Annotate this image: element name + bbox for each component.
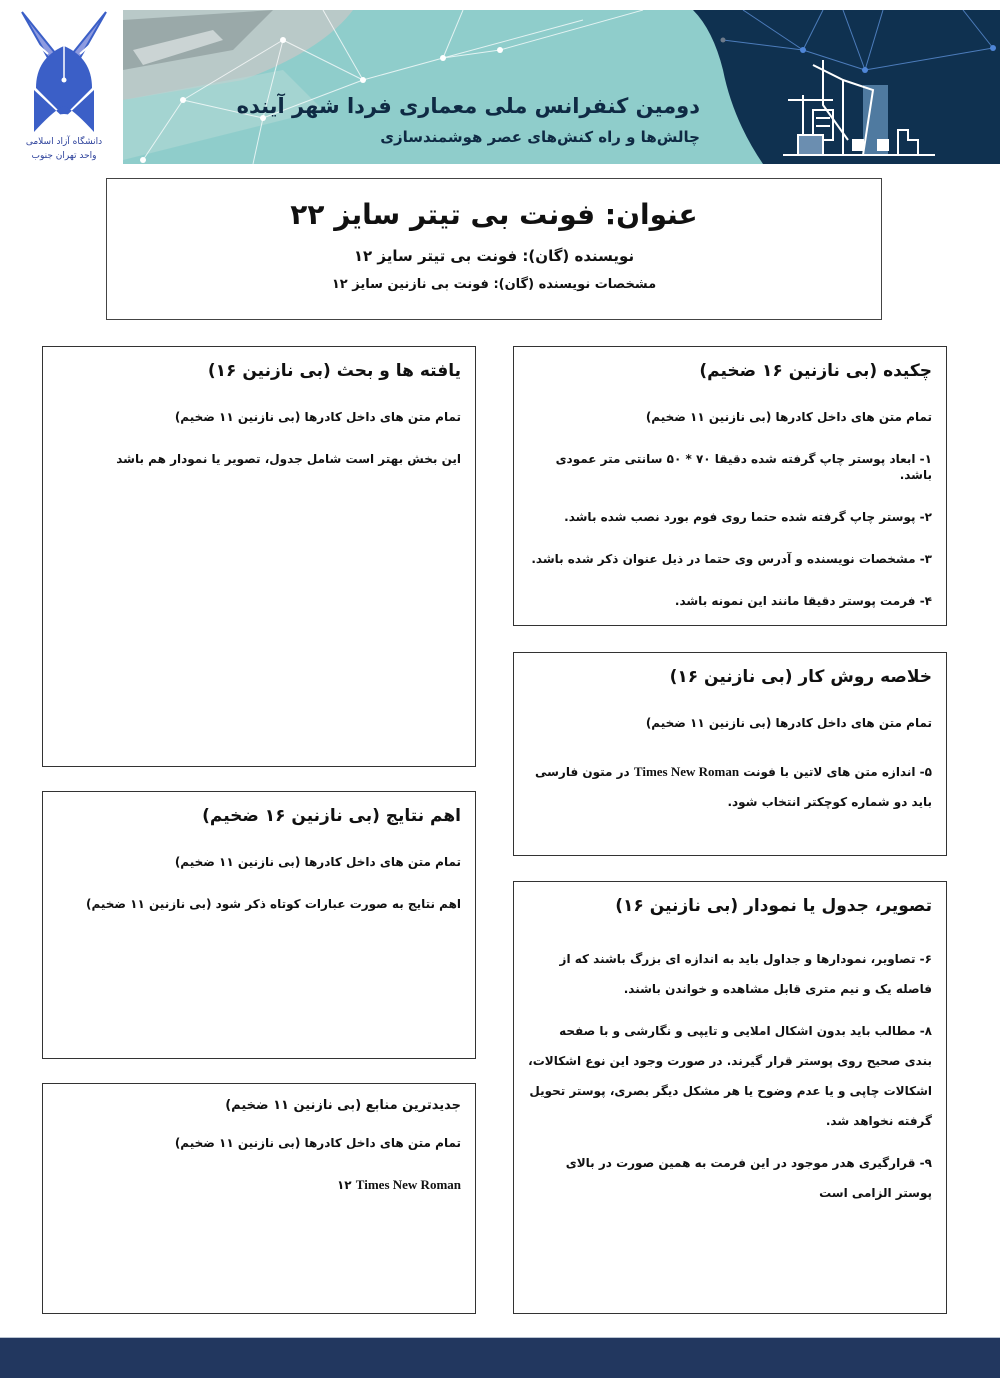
findings-intro: تمام متن های داخل کادرها (بی نازنین ۱۱ ضخیم) — [174, 410, 461, 424]
abstract-section — [513, 346, 947, 626]
findings-section — [42, 346, 476, 767]
paper-title: عنوان: فونت بی تیتر سایز ۲۲ — [290, 198, 698, 231]
method-item-5-suffix: در متون فارسی باید دو شماره کوچکتر انتخاب شود. — [534, 765, 932, 809]
references-latin-size: ۱۲ — [336, 1178, 352, 1192]
results-heading: اهم نتایج (بی نازنین ۱۶ ضخیم) — [202, 806, 461, 826]
method-item-5-latin: Times New Roman — [633, 764, 740, 779]
results-note: اهم نتایج به صورت عبارات کوتاه ذکر شود (بی نازنین ۱۱ ضخیم) — [85, 897, 461, 911]
results-section — [42, 791, 476, 1059]
figures-heading: تصویر، جدول یا نمودار (بی نازنین ۱۶) — [615, 896, 932, 916]
title-box — [106, 178, 882, 320]
abstract-intro: تمام متن های داخل کادرها (بی نازنین ۱۱ ضخیم) — [645, 410, 932, 424]
references-latin-font: Times New Roman — [355, 1177, 461, 1192]
findings-note: این بخش بهتر است شامل جدول، تصویر یا نمودار هم باشد — [116, 452, 461, 466]
university-emblem-icon — [14, 6, 114, 164]
figures-item-8: ۸- مطالب باید بدون اشکال املایی و تایپی و نگارشی و با صفحه بندی صحیح روی پوستر قرار گیرند. در صورت وجود این نوع اشکالات، اشکالات چاپی و یا عدم وضوح یا هر مشکل دیگر بصری، پوستر تحویل گرفته نخواهد شد. — [528, 1024, 932, 1128]
author-affiliation: مشخصات نویسنده (گان): فونت بی نازنین سایز ۱۲ — [331, 277, 657, 292]
abstract-item-2: ۲- پوستر چاپ گرفته شده حتما روی فوم بورد نصب شده باشد. — [564, 510, 932, 524]
method-item-5 — [528, 757, 932, 817]
abstract-item-3: ۳- مشخصات نویسنده و آدرس وی حتما در ذیل عنوان ذکر شده باشد. — [531, 552, 932, 566]
conference-banner — [123, 10, 1000, 164]
references-section — [42, 1083, 476, 1314]
method-heading: خلاصه روش کار (بی نازنین ۱۶) — [669, 667, 932, 687]
abstract-item-4: ۴- فرمت پوستر دقیقا مانند این نمونه باشد. — [674, 594, 932, 608]
references-intro: تمام متن های داخل کادرها (بی نازنین ۱۱ ضخیم) — [174, 1136, 461, 1150]
conference-subtitle: چالش‌ها و راه کنش‌های عصر هوشمندسازی — [380, 128, 700, 146]
findings-heading: یافته ها و بحث (بی نازنین ۱۶) — [207, 361, 461, 381]
paper-authors: نویسنده (گان): فونت بی تیتر سایز ۱۲ — [353, 247, 635, 265]
figures-item-9: ۹- قرارگیری هدر موجود در این فرمت به همین صورت در بالای پوستر الزامی است — [565, 1156, 932, 1200]
references-latin-note — [57, 1177, 461, 1193]
abstract-heading: چکیده (بی نازنین ۱۶ ضخیم) — [699, 361, 932, 381]
logo-text-line2: واحد تهران جنوب — [31, 151, 97, 161]
method-section — [513, 652, 947, 856]
method-intro: تمام متن های داخل کادرها (بی نازنین ۱۱ ضخیم) — [645, 716, 932, 730]
footer-bar — [0, 1337, 1000, 1378]
figures-item-6: ۶- تصاویر، نمودارها و جداول باید به اندازه ای بزرگ باشند که از فاصله یک و نیم متری قابل مشاهده و خواندن باشند. — [559, 952, 932, 996]
abstract-item-1: ۱- ابعاد پوستر چاپ گرفته شده دقیقا ۷۰ * ۵۰ سانتی متر عمودی باشد. — [555, 452, 932, 482]
method-item-5-prefix: ۵- اندازه متن های لاتین با فونت — [739, 765, 932, 779]
university-logo — [14, 6, 114, 164]
references-heading: جدیدترین منابع (بی نازنین ۱۱ ضخیم) — [225, 1098, 461, 1113]
conference-title: دومین کنفرانس ملی معماری فردا شهر آینده — [236, 94, 700, 118]
results-intro: تمام متن های داخل کادرها (بی نازنین ۱۱ ضخیم) — [174, 855, 461, 869]
figures-section — [513, 881, 947, 1314]
logo-text-line1: دانشگاه آزاد اسلامی — [25, 137, 103, 147]
